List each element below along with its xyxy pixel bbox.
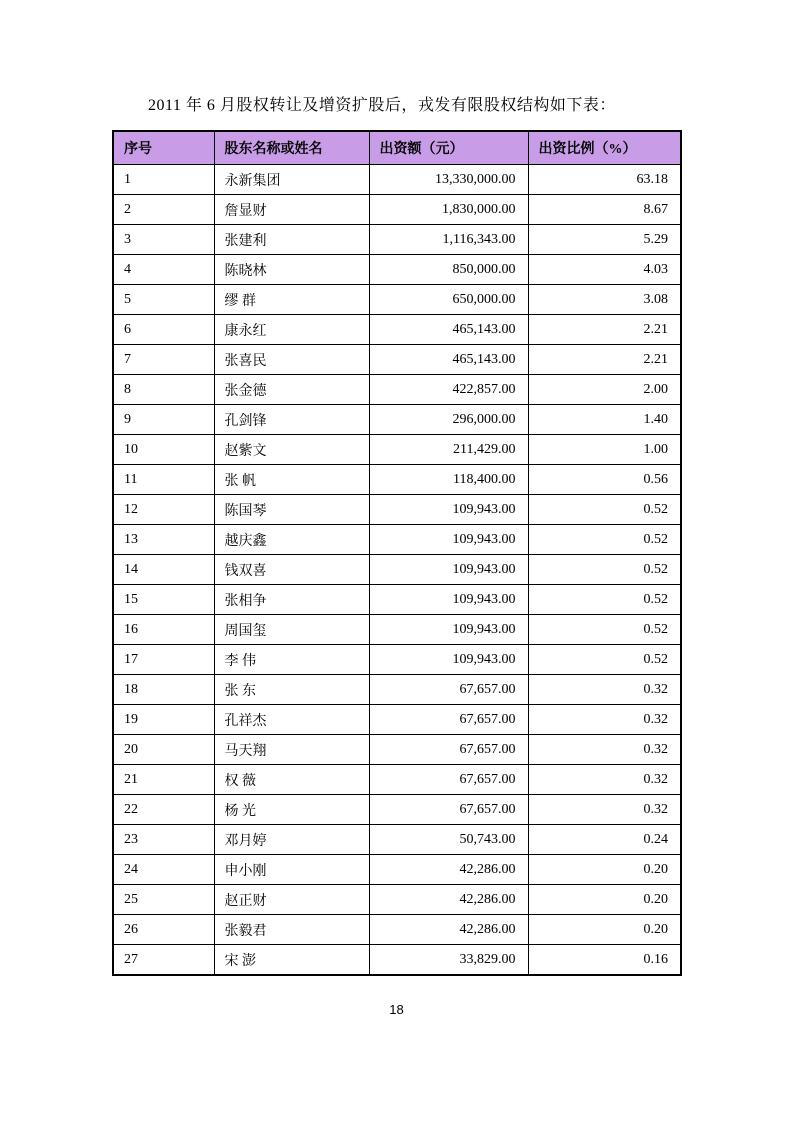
cell-percentage: 1.00 xyxy=(528,435,681,465)
cell-shareholder-name: 缪 群 xyxy=(214,285,369,315)
cell-percentage: 0.32 xyxy=(528,795,681,825)
cell-percentage: 0.52 xyxy=(528,585,681,615)
cell-shareholder-name: 张喜民 xyxy=(214,345,369,375)
table-row xyxy=(113,915,681,945)
table-row xyxy=(113,945,681,976)
cell-percentage: 63.18 xyxy=(528,165,681,195)
table-row xyxy=(113,555,681,585)
header-cell-shareholder-name: 股东名称或姓名 xyxy=(214,131,369,165)
cell-percentage: 0.16 xyxy=(528,945,681,976)
cell-shareholder-name: 赵正财 xyxy=(214,885,369,915)
cell-amount: 465,143.00 xyxy=(369,345,528,375)
cell-index: 26 xyxy=(113,915,214,945)
cell-amount: 465,143.00 xyxy=(369,315,528,345)
cell-amount: 67,657.00 xyxy=(369,735,528,765)
cell-shareholder-name: 马天翔 xyxy=(214,735,369,765)
table-row xyxy=(113,885,681,915)
cell-percentage: 8.67 xyxy=(528,195,681,225)
cell-percentage: 0.52 xyxy=(528,615,681,645)
table-row xyxy=(113,765,681,795)
cell-index: 27 xyxy=(113,945,214,976)
table-row xyxy=(113,615,681,645)
table-row xyxy=(113,345,681,375)
cell-percentage: 0.32 xyxy=(528,675,681,705)
table-row xyxy=(113,375,681,405)
cell-shareholder-name: 张建利 xyxy=(214,225,369,255)
cell-percentage: 0.52 xyxy=(528,645,681,675)
cell-percentage: 5.29 xyxy=(528,225,681,255)
cell-shareholder-name: 越庆鑫 xyxy=(214,525,369,555)
cell-amount: 50,743.00 xyxy=(369,825,528,855)
cell-shareholder-name: 张 帆 xyxy=(214,465,369,495)
cell-shareholder-name: 权 薇 xyxy=(214,765,369,795)
header-cell-index: 序号 xyxy=(113,131,214,165)
document-title: 2011 年 6 月股权转让及增资扩股后，戎发有限股权结构如下表： xyxy=(148,97,616,114)
cell-index: 10 xyxy=(113,435,214,465)
cell-amount: 118,400.00 xyxy=(369,465,528,495)
table-row xyxy=(113,315,681,345)
cell-percentage: 0.52 xyxy=(528,555,681,585)
cell-percentage: 2.21 xyxy=(528,315,681,345)
cell-shareholder-name: 申小刚 xyxy=(214,855,369,885)
cell-percentage: 2.00 xyxy=(528,375,681,405)
cell-shareholder-name: 邓月婷 xyxy=(214,825,369,855)
cell-amount: 109,943.00 xyxy=(369,645,528,675)
cell-percentage: 0.52 xyxy=(528,495,681,525)
cell-index: 25 xyxy=(113,885,214,915)
cell-index: 2 xyxy=(113,195,214,225)
cell-percentage: 0.56 xyxy=(528,465,681,495)
cell-index: 21 xyxy=(113,765,214,795)
table-row xyxy=(113,285,681,315)
table-row xyxy=(113,405,681,435)
table-row xyxy=(113,225,681,255)
cell-index: 15 xyxy=(113,585,214,615)
cell-index: 14 xyxy=(113,555,214,585)
cell-amount: 296,000.00 xyxy=(369,405,528,435)
cell-index: 3 xyxy=(113,225,214,255)
table-row xyxy=(113,705,681,735)
cell-percentage: 1.40 xyxy=(528,405,681,435)
cell-percentage: 0.52 xyxy=(528,525,681,555)
cell-shareholder-name: 康永红 xyxy=(214,315,369,345)
shareholder-table xyxy=(112,130,682,976)
table-row xyxy=(113,735,681,765)
cell-amount: 67,657.00 xyxy=(369,705,528,735)
cell-percentage: 2.21 xyxy=(528,345,681,375)
cell-shareholder-name: 宋 澎 xyxy=(214,945,369,976)
cell-shareholder-name: 孔剑锋 xyxy=(214,405,369,435)
table-row xyxy=(113,855,681,885)
cell-amount: 109,943.00 xyxy=(369,555,528,585)
cell-shareholder-name: 永新集团 xyxy=(214,165,369,195)
cell-shareholder-name: 陈晓林 xyxy=(214,255,369,285)
cell-amount: 1,116,343.00 xyxy=(369,225,528,255)
cell-amount: 42,286.00 xyxy=(369,915,528,945)
cell-shareholder-name: 陈国琴 xyxy=(214,495,369,525)
cell-shareholder-name: 孔祥杰 xyxy=(214,705,369,735)
cell-percentage: 0.20 xyxy=(528,855,681,885)
cell-shareholder-name: 张金德 xyxy=(214,375,369,405)
cell-shareholder-name: 詹显财 xyxy=(214,195,369,225)
cell-shareholder-name: 张 东 xyxy=(214,675,369,705)
cell-amount: 42,286.00 xyxy=(369,885,528,915)
table-row xyxy=(113,495,681,525)
cell-index: 19 xyxy=(113,705,214,735)
cell-index: 22 xyxy=(113,795,214,825)
header-cell-amount: 出资额（元） xyxy=(369,131,528,165)
table-row xyxy=(113,675,681,705)
cell-amount: 109,943.00 xyxy=(369,615,528,645)
table-row xyxy=(113,165,681,195)
table-body xyxy=(113,165,681,976)
cell-amount: 67,657.00 xyxy=(369,795,528,825)
cell-index: 20 xyxy=(113,735,214,765)
cell-index: 16 xyxy=(113,615,214,645)
cell-shareholder-name: 钱双喜 xyxy=(214,555,369,585)
table-row xyxy=(113,525,681,555)
cell-percentage: 0.32 xyxy=(528,735,681,765)
cell-index: 6 xyxy=(113,315,214,345)
cell-percentage: 0.20 xyxy=(528,885,681,915)
table-row xyxy=(113,645,681,675)
cell-amount: 67,657.00 xyxy=(369,765,528,795)
cell-amount: 13,330,000.00 xyxy=(369,165,528,195)
cell-amount: 650,000.00 xyxy=(369,285,528,315)
cell-amount: 109,943.00 xyxy=(369,495,528,525)
cell-percentage: 0.24 xyxy=(528,825,681,855)
header-cell-percentage: 出资比例（%） xyxy=(528,131,681,165)
table-row xyxy=(113,195,681,225)
cell-index: 13 xyxy=(113,525,214,555)
cell-index: 1 xyxy=(113,165,214,195)
table-row xyxy=(113,435,681,465)
cell-index: 23 xyxy=(113,825,214,855)
page-number: 18 xyxy=(389,1002,404,1017)
cell-amount: 211,429.00 xyxy=(369,435,528,465)
table-row xyxy=(113,255,681,285)
table-row xyxy=(113,825,681,855)
cell-shareholder-name: 赵紫文 xyxy=(214,435,369,465)
cell-percentage: 0.32 xyxy=(528,705,681,735)
cell-percentage: 0.32 xyxy=(528,765,681,795)
cell-shareholder-name: 李 伟 xyxy=(214,645,369,675)
cell-percentage: 4.03 xyxy=(528,255,681,285)
cell-index: 4 xyxy=(113,255,214,285)
cell-shareholder-name: 张相争 xyxy=(214,585,369,615)
cell-shareholder-name: 张毅君 xyxy=(214,915,369,945)
cell-percentage: 3.08 xyxy=(528,285,681,315)
cell-amount: 67,657.00 xyxy=(369,675,528,705)
cell-amount: 422,857.00 xyxy=(369,375,528,405)
cell-shareholder-name: 杨 光 xyxy=(214,795,369,825)
cell-index: 7 xyxy=(113,345,214,375)
cell-amount: 1,830,000.00 xyxy=(369,195,528,225)
cell-index: 12 xyxy=(113,495,214,525)
cell-amount: 109,943.00 xyxy=(369,585,528,615)
cell-index: 9 xyxy=(113,405,214,435)
cell-amount: 42,286.00 xyxy=(369,855,528,885)
cell-shareholder-name: 周国玺 xyxy=(214,615,369,645)
cell-index: 17 xyxy=(113,645,214,675)
cell-amount: 109,943.00 xyxy=(369,525,528,555)
table-header-row xyxy=(113,131,681,165)
cell-percentage: 0.20 xyxy=(528,915,681,945)
cell-index: 11 xyxy=(113,465,214,495)
table-row xyxy=(113,585,681,615)
cell-index: 24 xyxy=(113,855,214,885)
table-row xyxy=(113,465,681,495)
cell-index: 5 xyxy=(113,285,214,315)
table-row xyxy=(113,795,681,825)
cell-amount: 850,000.00 xyxy=(369,255,528,285)
cell-index: 8 xyxy=(113,375,214,405)
cell-index: 18 xyxy=(113,675,214,705)
cell-amount: 33,829.00 xyxy=(369,945,528,976)
